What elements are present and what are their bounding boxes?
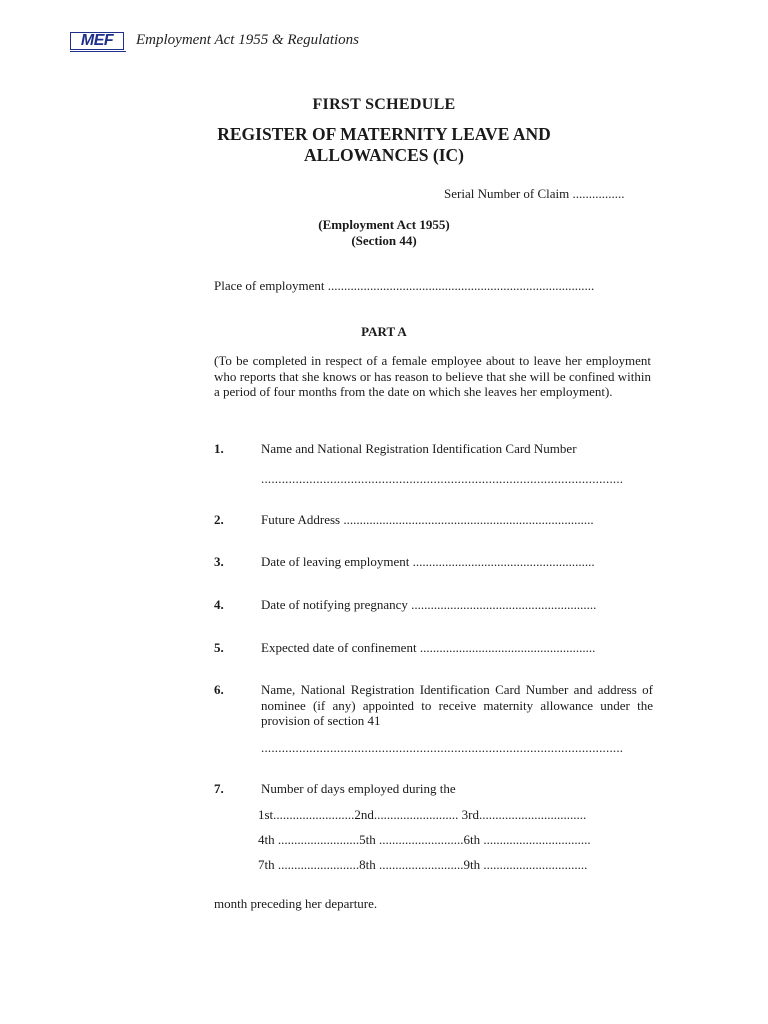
month-row: 7th .........................8th ..........................9th ................................ — [258, 857, 588, 872]
item-number: 1. — [214, 441, 224, 456]
item-label: Name and National Registration Identification Card Number — [261, 441, 577, 456]
item-fill-line: ......................................................................................................... — [261, 740, 624, 755]
item-label: Name, National Registration Identification Card Number and address of nominee (if any) appointed to receive maternity allowance under the provision of section 41 — [261, 682, 653, 728]
item-label: Date of notifying pregnancy ......................................................... — [261, 597, 597, 612]
closing-text: month preceding her departure. — [214, 896, 378, 911]
place-of-employment-field: Place of employment .................................................................................. — [214, 278, 595, 293]
item-number: 2. — [214, 512, 224, 527]
month-row: 4th .........................5th ..........................6th ................................. — [258, 832, 591, 847]
item-label: Future Address ............................................................................. — [261, 512, 594, 527]
part-heading: PART A — [361, 324, 407, 339]
serial-number-field: Serial Number of Claim ................ — [444, 186, 625, 201]
register-title-line1: REGISTER OF MATERNITY LEAVE AND — [217, 124, 551, 144]
item-number: 4. — [214, 597, 224, 612]
item-label: Expected date of confinement ...................................................... — [261, 640, 596, 655]
header-rule — [70, 51, 126, 52]
item-label: Number of days employed during the — [261, 781, 456, 796]
item-label: Date of leaving employment ........................................................ — [261, 554, 595, 569]
item-number: 6. — [214, 682, 224, 697]
mef-logo: MEF — [70, 32, 124, 50]
act-section: (Section 44) — [351, 233, 417, 248]
item-number: 5. — [214, 640, 224, 655]
month-row: 1st.........................2nd.......................... 3rd................................. — [258, 807, 587, 822]
item-number: 7. — [214, 781, 224, 796]
intro-paragraph: (To be completed in respect of a female employee about to leave her employment who reports that she knows or has reason to believe that she will be confined within a period of four months from the date on which she leaves her employment). — [214, 353, 651, 399]
schedule-title: FIRST SCHEDULE — [312, 96, 456, 113]
item-fill-line: ......................................................................................................... — [261, 471, 624, 486]
act-name: (Employment Act 1955) — [318, 217, 450, 232]
running-header-title: Employment Act 1955 & Regulations — [136, 32, 360, 48]
register-title — [0, 124, 768, 166]
act-reference — [0, 217, 768, 249]
register-title-line2: ALLOWANCES (IC) — [304, 145, 464, 165]
item-number: 3. — [214, 554, 224, 569]
